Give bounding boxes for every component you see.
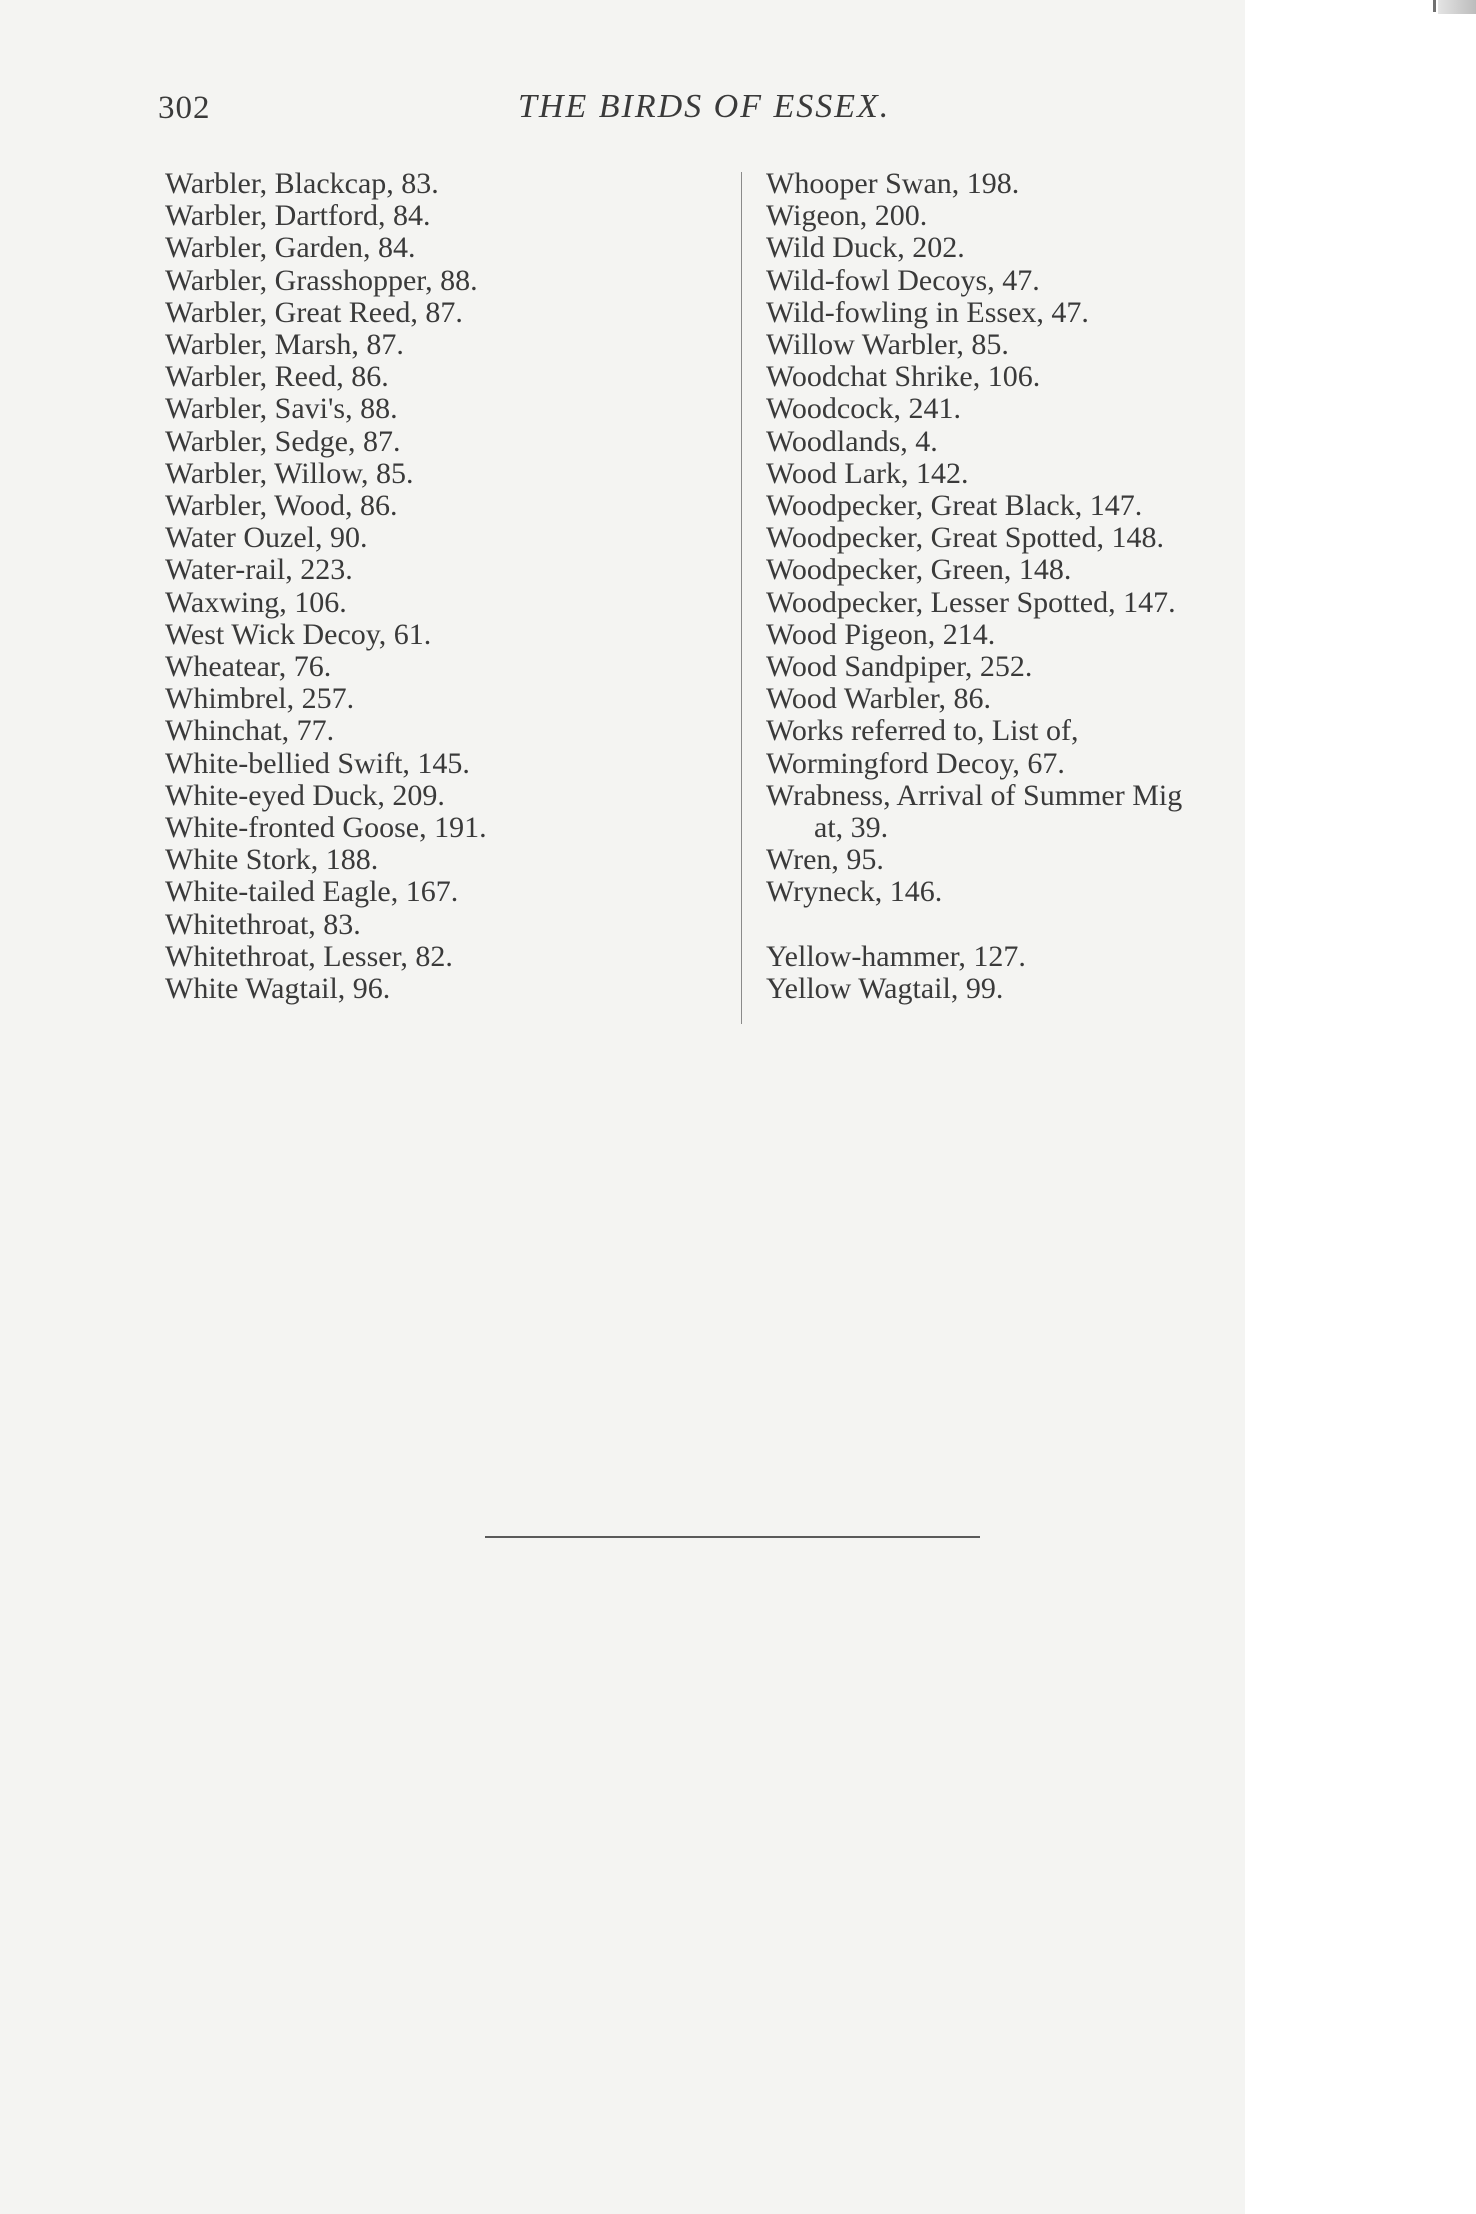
index-entry: White-fronted Goose, 191. <box>165 811 487 845</box>
running-title: THE BIRDS OF ESSEX. <box>518 88 891 125</box>
index-entry: Woodpecker, Great Black, 147. <box>766 489 1143 523</box>
index-entry: Wood Lark, 142. <box>766 456 969 490</box>
index-entry: Wild-fowling in Essex, 47. <box>766 295 1089 329</box>
index-entry: Warbler, Sedge, 87. <box>165 424 401 458</box>
index-entry: Wheatear, 76. <box>165 650 332 684</box>
index-entry: Wood Sandpiper, 252. <box>766 650 1033 684</box>
index-entry: Wigeon, 200. <box>766 199 928 233</box>
index-entry: Whitethroat, Lesser, 82. <box>165 939 453 973</box>
index-entry: Whimbrel, 257. <box>165 682 355 716</box>
index-entry: Warbler, Dartford, 84. <box>165 199 431 233</box>
index-entry: Warbler, Reed, 86. <box>165 360 389 394</box>
index-column-right <box>766 168 1246 1005</box>
page-edge-shadow <box>1438 0 1476 14</box>
index-entry: Woodlands, 4. <box>766 424 938 458</box>
index-entry: White-eyed Duck, 209. <box>165 778 445 812</box>
index-entry: White-bellied Swift, 145. <box>165 746 470 780</box>
index-entry: Warbler, Savi's, 88. <box>165 392 398 426</box>
index-entry: White Stork, 188. <box>165 843 379 877</box>
end-rule <box>485 1536 980 1538</box>
index-entry: White-tailed Eagle, 167. <box>165 875 459 909</box>
index-entry: Warbler, Marsh, 87. <box>165 328 404 362</box>
index-entry: Waxwing, 106. <box>165 585 347 619</box>
index-entry: Woodpecker, Great Spotted, 148. <box>766 521 1164 555</box>
index-entry: Water Ouzel, 90. <box>165 521 368 555</box>
index-entry: Whitethroat, 83. <box>165 907 361 941</box>
index-entry: Warbler, Grasshopper, 88. <box>165 263 478 297</box>
index-entry: Wild Duck, 202. <box>766 231 965 265</box>
index-entry: Warbler, Wood, 86. <box>165 489 398 523</box>
index-entry: Wrabness, Arrival of Summer Mig <box>766 778 1183 812</box>
index-entry: Yellow Wagtail, 99. <box>766 971 1004 1005</box>
index-entry: Wood Pigeon, 214. <box>766 617 996 651</box>
scan-margin <box>1245 0 1476 2214</box>
index-entry: Woodpecker, Green, 148. <box>766 553 1072 587</box>
index-entry: Wren, 95. <box>766 843 884 877</box>
index-entry: West Wick Decoy, 61. <box>165 617 432 651</box>
index-entry: Woodchat Shrike, 106. <box>766 360 1041 394</box>
page-number: 302 <box>158 90 211 126</box>
index-entry: Works referred to, List of, <box>766 714 1079 748</box>
index-entry: Willow Warbler, 85. <box>766 328 1009 362</box>
index-column-left <box>165 168 735 1005</box>
index-entry: Woodcock, 241. <box>766 392 962 426</box>
index-entry: White Wagtail, 96. <box>165 972 391 1006</box>
index-entry: Whinchat, 77. <box>165 714 335 748</box>
index-entry: Wood Warbler, 86. <box>766 682 992 716</box>
index-entry: Water-rail, 223. <box>165 553 353 587</box>
index-entry: Woodpecker, Lesser Spotted, 147. <box>766 585 1176 619</box>
index-entry: Yellow-hammer, 127. <box>766 939 1026 973</box>
index-entry: Wild-fowl Decoys, 47. <box>766 263 1040 297</box>
index-entry: Warbler, Garden, 84. <box>165 231 416 265</box>
index-entry: Wryneck, 146. <box>766 875 943 909</box>
index-entry: at, 39. <box>814 811 889 845</box>
index-entry: Warbler, Willow, 85. <box>165 456 414 490</box>
page-edge-notch <box>1433 0 1436 12</box>
index-entry: Warbler, Great Reed, 87. <box>165 295 463 329</box>
index-entry: Whooper Swan, 198. <box>766 167 1020 200</box>
column-divider <box>741 172 742 1024</box>
index-entry: Warbler, Blackcap, 83. <box>165 167 439 200</box>
index-entry: Wormingford Decoy, 67. <box>766 746 1065 780</box>
